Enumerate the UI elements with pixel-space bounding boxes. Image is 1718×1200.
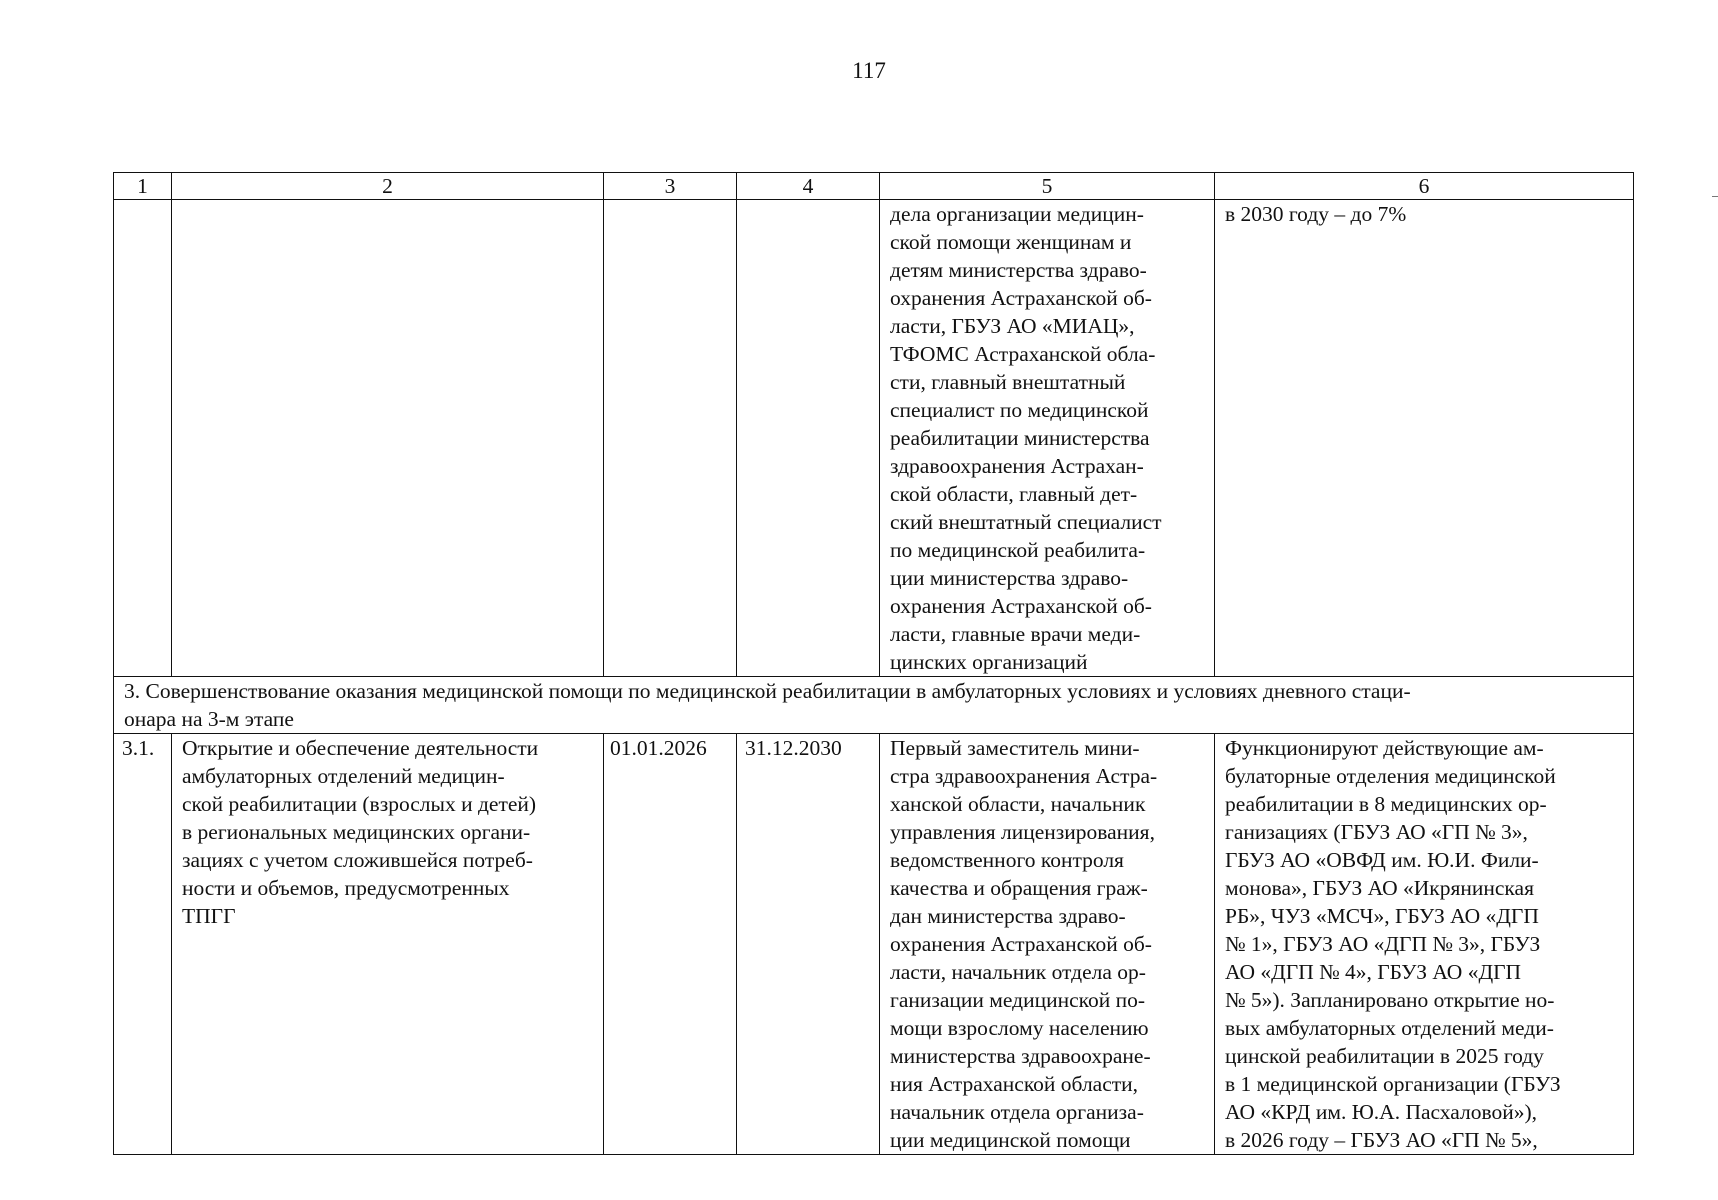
section-heading [114,677,1634,734]
responsible-text [890,734,1204,1154]
text-line: ласти, ГБУЗ АО «МИАЦ», [890,314,1135,338]
text-line: здравоохранения Астрахан- [890,454,1144,478]
section-row [114,677,1634,734]
item-number: 3.1. [114,734,172,1155]
text-line: ласти, начальник отдела ор- [890,960,1146,984]
result-text [1225,200,1623,228]
text-line: Функционируют действующие ам- [1225,736,1544,760]
text-line: начальник отдела организа- [890,1100,1144,1124]
text-line: вых амбулаторных отделений меди- [1225,1016,1554,1040]
text-line: детям министерства здраво- [890,258,1147,282]
text-line: ности и объемов, предусмотренных [182,876,510,900]
text-line: ния Астраханской области, [890,1072,1139,1096]
text-line: РБ», ЧУЗ «МСЧ», ГБУЗ АО «ДГП [1225,904,1539,928]
text-line: дела организации медицин- [890,202,1144,226]
text-line: в 2026 году – ГБУЗ АО «ГП № 5», [1225,1128,1538,1152]
measure-cell [172,734,604,1155]
text-line: № 1», ГБУЗ АО «ДГП № 3», ГБУЗ [1225,932,1541,956]
text-line: ский внештатный специалист [890,510,1162,534]
text-line: мощи взрослому населению [890,1016,1149,1040]
text-line: № 5»). Запланировано открытие но- [1225,988,1555,1012]
responsible-cell [880,200,1215,677]
responsible-cell [880,734,1215,1155]
end-date: 31.12.2030 [737,734,880,1155]
text-line: охранения Астраханской об- [890,286,1152,310]
text-line: охранения Астраханской об- [890,594,1152,618]
cell-empty [604,200,737,677]
column-header-3: 3 [604,173,737,200]
result-cell [1215,734,1634,1155]
text-line: управления лицензирования, [890,820,1155,844]
text-line: зациях с учетом сложившейся потреб- [182,848,533,872]
text-line: в региональных медицинских органи- [182,820,531,844]
column-header-6: 6 [1215,173,1634,200]
text-line: специалист по медицинской [890,398,1149,422]
text-line: стра здравоохранения Астра- [890,764,1158,788]
column-header-2: 2 [172,173,604,200]
text-line: реабилитации министерства [890,426,1150,450]
text-line: ской помощи женщинам и [890,230,1132,254]
text-line: ГБУЗ АО «ОВФД им. Ю.И. Фили- [1225,848,1539,872]
scan-mark [1712,196,1718,197]
text-line: ской области, главный дет- [890,482,1138,506]
text-line: реабилитации в 8 медицинских ор- [1225,792,1547,816]
text-line: ласти, главные врачи меди- [890,622,1141,646]
text-line: по медицинской реабилита- [890,538,1146,562]
start-date: 01.01.2026 [604,734,737,1155]
column-header-4: 4 [737,173,880,200]
text-line: ской реабилитации (взрослых и детей) [182,792,537,816]
column-header-1: 1 [114,173,172,200]
text-line: АО «КРД им. Ю.А. Пасхаловой»), [1225,1100,1537,1124]
table-row [114,734,1634,1155]
continued-row [114,200,1634,677]
cell-empty [114,200,172,677]
column-number-row [114,173,1634,200]
text-line: в 1 медицинской организации (ГБУЗ [1225,1072,1561,1096]
text-line: в 2030 году – до 7% [1225,202,1407,226]
text-line: цинских организаций [890,650,1088,674]
text-line: монова», ГБУЗ АО «Икрянинская [1225,876,1534,900]
measure-text [182,734,593,930]
measures-table [113,172,1634,1155]
text-line: качества и обращения граж- [890,876,1148,900]
text-line: ТПГГ [182,904,236,928]
result-text [1225,734,1623,1154]
text-line: ганизации медицинской по- [890,988,1146,1012]
text-line: ханской области, начальник [890,792,1146,816]
cell-empty [737,200,880,677]
result-cell [1215,200,1634,677]
text-line: дан министерства здраво- [890,904,1126,928]
page-number: 117 [852,58,886,83]
text-line: сти, главный внештатный [890,370,1126,394]
text-line: онара на 3-м этапе [124,707,294,731]
text-line: АО «ДГП № 4», ГБУЗ АО «ДГП [1225,960,1522,984]
text-line: Первый заместитель мини- [890,736,1140,760]
column-header-5: 5 [880,173,1215,200]
text-line: ганизациях (ГБУЗ АО «ГП № 3», [1225,820,1528,844]
section-title [124,677,1623,733]
text-line: булаторные отделения медицинской [1225,764,1556,788]
text-line: амбулаторных отделений медицин- [182,764,505,788]
text-line: охранения Астраханской об- [890,932,1152,956]
cell-empty [172,200,604,677]
text-line: министерства здравоохране- [890,1044,1151,1068]
text-line: ведомственного контроля [890,848,1124,872]
text-line: 3. Совершенствование оказания медицинской помощи по медицинской реабилитации в амбулаторных условиях и условиях дневного стаци- [124,679,1411,703]
text-line: ции министерства здраво- [890,566,1129,590]
text-line: Открытие и обеспечение деятельности [182,736,539,760]
text-line: цинской реабилитации в 2025 году [1225,1044,1544,1068]
responsible-text [890,200,1204,676]
text-line: ТФОМС Астраханской обла- [890,342,1156,366]
text-line: ции медицинской помощи [890,1128,1131,1152]
